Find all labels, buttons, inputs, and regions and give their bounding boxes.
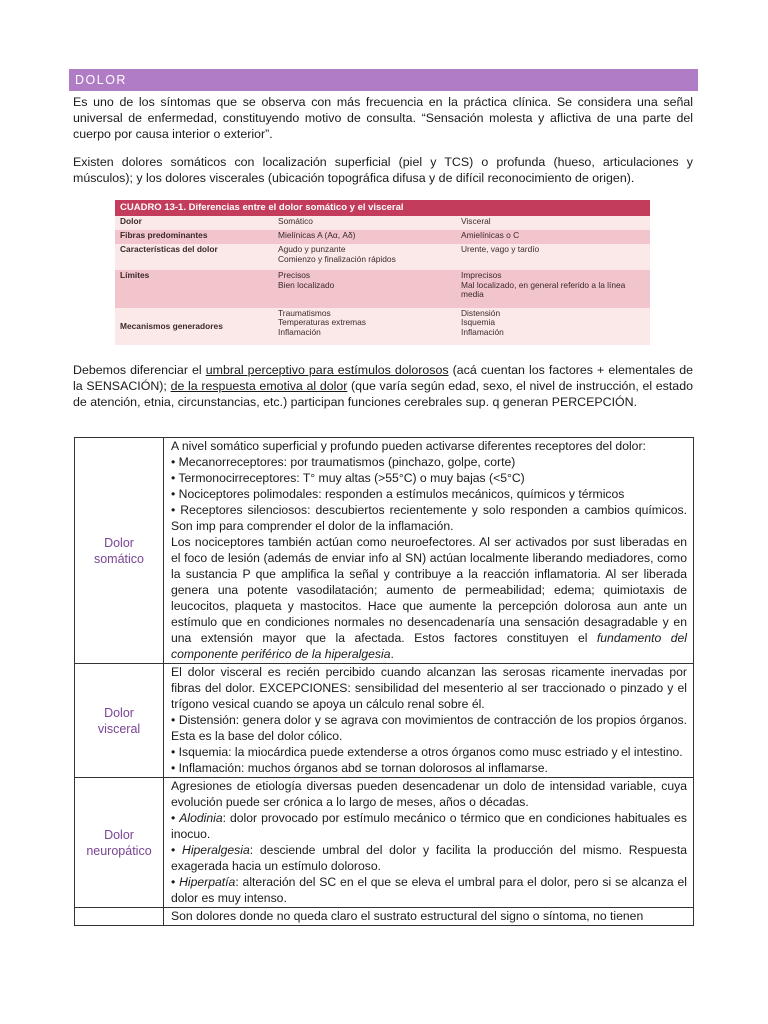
- figure-cell-somatico: Traumatismos Temperaturas extremas Inflamación: [273, 308, 456, 345]
- table-row-somatico: [75, 438, 694, 664]
- emphasis-term: Hiperpatía: [179, 875, 236, 889]
- section-header: [69, 69, 698, 91]
- figure-row: [115, 216, 650, 230]
- text-run: .: [390, 647, 394, 661]
- text-run: : alteración del SC en el que se eleva el umbral para el dolor, pero si se alcanza el dolor es muy intenso.: [171, 875, 687, 905]
- bullet-item: • Nociceptores polimodales: responden a estímulos mecánicos, químicos y térmicos: [171, 487, 625, 501]
- figure-cell-visceral: Distensión Isquemia Inflamación: [456, 308, 650, 345]
- bullet-item: • Receptores silenciosos: descubiertos recientemente y solo responden a cambios químicos. Son imp para comprender el dolor de la inflamación.: [171, 503, 687, 533]
- emphasis-term: Alodinia: [179, 811, 223, 825]
- row-label-neuropatico: [75, 778, 164, 908]
- text-run: (acá cuentan los factores + elementales de la SENSACIÓN);: [73, 363, 693, 393]
- figure-row-label: Mecanismos generadores: [115, 308, 273, 345]
- row-label-visceral: [75, 664, 164, 778]
- row-label-line: Dolor: [104, 705, 134, 720]
- perception-paragraph: [73, 362, 693, 410]
- row-label-line: somático: [93, 551, 145, 566]
- text-run: (que varía según edad, sexo, el nivel de instrucción, el estado de atención, etnia, circunstancias, etc.) participan funciones cerebrales sup. q generan PERCEPCIÓN.: [73, 379, 693, 409]
- text-run: Los nociceptores también actúan como neuroefectores. Al ser activados por sust liberadas en el foco de lesión (además de enviar info al SN) actúan localmente liberando mediadores, como la sustancia P que amplifica la señal y contribuye a la reacción inflamatoria. Al ser liberada genera una potente vasodilatación; aumento de permeabilidad; edema; quimiotaxis de leucocitos, plaqueta y mastocitos. Hace que aumente la percepción dolorosa aun ante un estímulo que en condiciones normales no desencadenaría una sensación desagradable y en una extensión mayor que la afectada. Estos factores constituyen el: [171, 535, 687, 645]
- figure-row-label: Fibras predominantes: [115, 230, 273, 244]
- row-label-line: Dolor: [104, 535, 134, 550]
- bullet-item: • Hiperalgesia: desciende umbral del dolor y facilita la producción del mismo. Respuesta exagerada hacia un estímulo doloroso.: [171, 843, 687, 873]
- content-paragraph: [171, 534, 687, 662]
- text-run: : desciende umbral del dolor y facilita la producción del mismo. Respuesta exagerada hacia un estímulo doloroso.: [171, 843, 687, 873]
- figure-row: [115, 244, 650, 270]
- row-label-line: neuropático: [86, 843, 152, 858]
- content-line: A nivel somático superficial y profundo pueden activarse diferentes receptores del dolor:: [171, 439, 646, 453]
- figure-title: CUADRO 13-1. Diferencias entre el dolor somático y el visceral: [115, 200, 650, 216]
- row-content-visceral: [164, 664, 694, 778]
- bullet-item: • Distensión: genera dolor y se agrava con movimientos de contracción de los propios órganos. Esta es la base del dolor cólico.: [171, 713, 687, 743]
- bullet-item: • Mecanorreceptores: por traumatismos (pinchazo, golpe, corte): [171, 455, 516, 469]
- figure-row-label: Dolor: [115, 216, 273, 230]
- figure-cell-visceral: Urente, vago y tardío: [456, 244, 650, 270]
- emphasis-term: fundamento del componente periférico de la hiperalgesia: [171, 631, 687, 661]
- figure-cell-somatico: Agudo y punzante Comienzo y finalización rápidos: [273, 244, 456, 270]
- figure-row: [115, 230, 650, 244]
- text-run: : dolor provocado por estímulo mecánico o térmico que en condiciones habituales es inocuo.: [171, 811, 687, 841]
- table-row-neuropatico: [75, 778, 694, 908]
- figure-row: [115, 308, 650, 345]
- row-content-somatico: [164, 438, 694, 664]
- content-line: Agresiones de etiología diversas pueden desencadenar un dolo de intensidad variable, cuya evolución puede ser crónica a lo largo de meses, años o décadas.: [171, 779, 687, 809]
- figure-cell-somatico: Somático: [273, 216, 456, 230]
- bullet-item: • Hiperpatía: alteración del SC en el que se eleva el umbral para el dolor, pero si se alcanza el dolor es muy intenso.: [171, 875, 687, 905]
- bullet-item: • Inflamación: muchos órganos abd se tornan dolorosos al inflamarse.: [171, 761, 548, 775]
- row-label-empty: [75, 908, 164, 926]
- intro-paragraph-2: Existen dolores somáticos con localización superficial (piel y TCS) o profunda (hueso, articulaciones y músculos); y los dolores viscerales (ubicación topográfica difusa y de difícil reconocimiento de origen).: [73, 155, 693, 185]
- row-label-line: Dolor: [104, 827, 134, 842]
- pain-types-table: [74, 437, 694, 926]
- row-content-last: [164, 908, 694, 926]
- text-run: Debemos diferenciar el: [73, 363, 206, 377]
- section-title: DOLOR: [75, 73, 127, 87]
- underlined-term-threshold: umbral perceptivo para estímulos dolorosos: [205, 363, 449, 377]
- comparison-figure-table: [115, 200, 650, 345]
- row-label-line: visceral: [97, 721, 141, 736]
- underlined-term-emotional: de la respuesta emotiva al dolor: [170, 379, 348, 393]
- row-content-neuropatico: [164, 778, 694, 908]
- figure-cell-somatico: Mielínicas A (Aα, Aδ): [273, 230, 456, 244]
- row-label-somatico: [75, 438, 164, 664]
- content-line: El dolor visceral es recién percibido cuando alcanzan las serosas ricamente inervadas por fibras del dolor. EXCEPCIONES: sensibilidad del mesenterio al ser traccionado o pinzado y el trígono vesical cuando se apoya un cálculo renal sobre él.: [171, 665, 687, 711]
- intro-paragraph-1: Es uno de los síntomas que se observa con más frecuencia en la práctica clínica. Se considera una señal universal de enfermedad, constituyendo motivo de consulta. “Sensación molesta y aflictiva de una parte del cuerpo por causa interior o exterior”.: [73, 95, 693, 141]
- figure-title-row: [115, 200, 650, 216]
- figure-cell-somatico: Precisos Bien localizado: [273, 270, 456, 307]
- bullet-item: • Isquemia: la miocárdica puede extenderse a otros órganos como musc estriado y el intestino.: [171, 745, 683, 759]
- bullet-item: • Alodinia: dolor provocado por estímulo mecánico o térmico que en condiciones habituales es inocuo.: [171, 811, 687, 841]
- figure-row-label: Límites: [115, 270, 273, 307]
- emphasis-term: Hiperalgesia: [182, 843, 250, 857]
- content-line: Son dolores donde no queda claro el sustrato estructural del signo o síntoma, no tienen: [171, 909, 644, 923]
- table-row-visceral: [75, 664, 694, 778]
- table-row-last: [75, 908, 694, 926]
- figure-row: [115, 270, 650, 307]
- figure-cell-visceral: Imprecisos Mal localizado, en general referido a la línea media: [456, 270, 650, 307]
- figure-cell-visceral: Amielínicas o C: [456, 230, 650, 244]
- figure-cell-visceral: Visceral: [456, 216, 650, 230]
- figure-row-label: Características del dolor: [115, 244, 273, 270]
- bullet-item: • Termonocirreceptores: T° muy altas (>55°C) o muy bajas (<5°C): [171, 471, 525, 485]
